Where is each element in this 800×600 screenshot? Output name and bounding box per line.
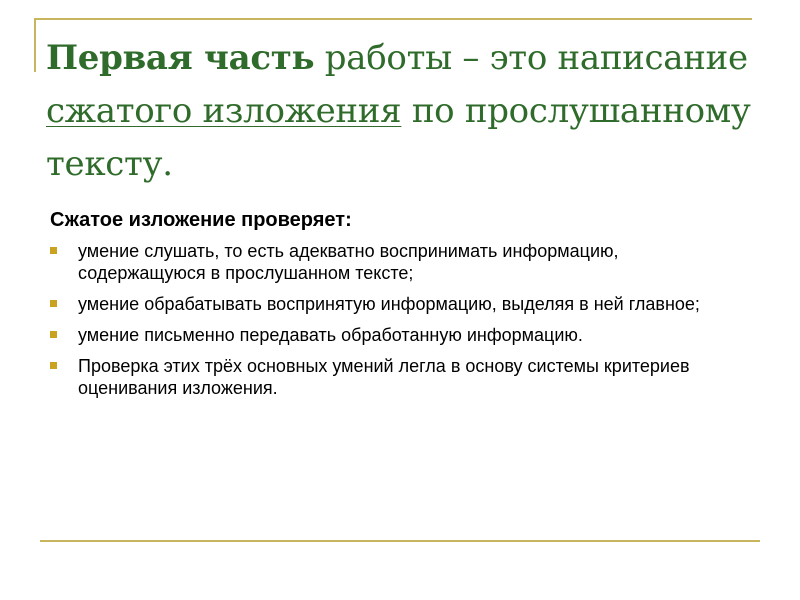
bullet-item bbox=[48, 324, 748, 346]
slide-body bbox=[48, 208, 748, 408]
square-bullet-icon bbox=[50, 247, 57, 254]
title-part-1: работы – это написание bbox=[314, 38, 748, 78]
bullet-text: умение письменно передавать обработанную информацию. bbox=[78, 325, 583, 345]
square-bullet-icon bbox=[50, 300, 57, 307]
bullet-text: умение слушать, то есть адекватно воспринимать информацию, содержащуюся в прослушанном тексте; bbox=[78, 241, 619, 283]
top-rule bbox=[34, 18, 752, 20]
left-rule bbox=[34, 18, 36, 72]
body-heading: Сжатое изложение проверяет: bbox=[50, 209, 352, 231]
bullet-text: Проверка этих трёх основных умений легла в основу системы критериев оценивания изложения. bbox=[78, 356, 690, 398]
title-bold-part: Первая часть bbox=[46, 38, 315, 78]
slide-title bbox=[46, 32, 756, 191]
title-underlined-part: сжатого изложения bbox=[46, 91, 402, 131]
bottom-rule bbox=[40, 540, 760, 542]
bullet-item bbox=[48, 355, 748, 399]
square-bullet-icon bbox=[50, 362, 57, 369]
bullet-list bbox=[48, 240, 748, 399]
bullet-item bbox=[48, 240, 748, 284]
bullet-text: умение обрабатывать воспринятую информацию, выделяя в ней главное; bbox=[78, 294, 700, 314]
title-part-2: по прослушанному тексту. bbox=[46, 91, 751, 184]
bullet-item bbox=[48, 293, 748, 315]
square-bullet-icon bbox=[50, 331, 57, 338]
